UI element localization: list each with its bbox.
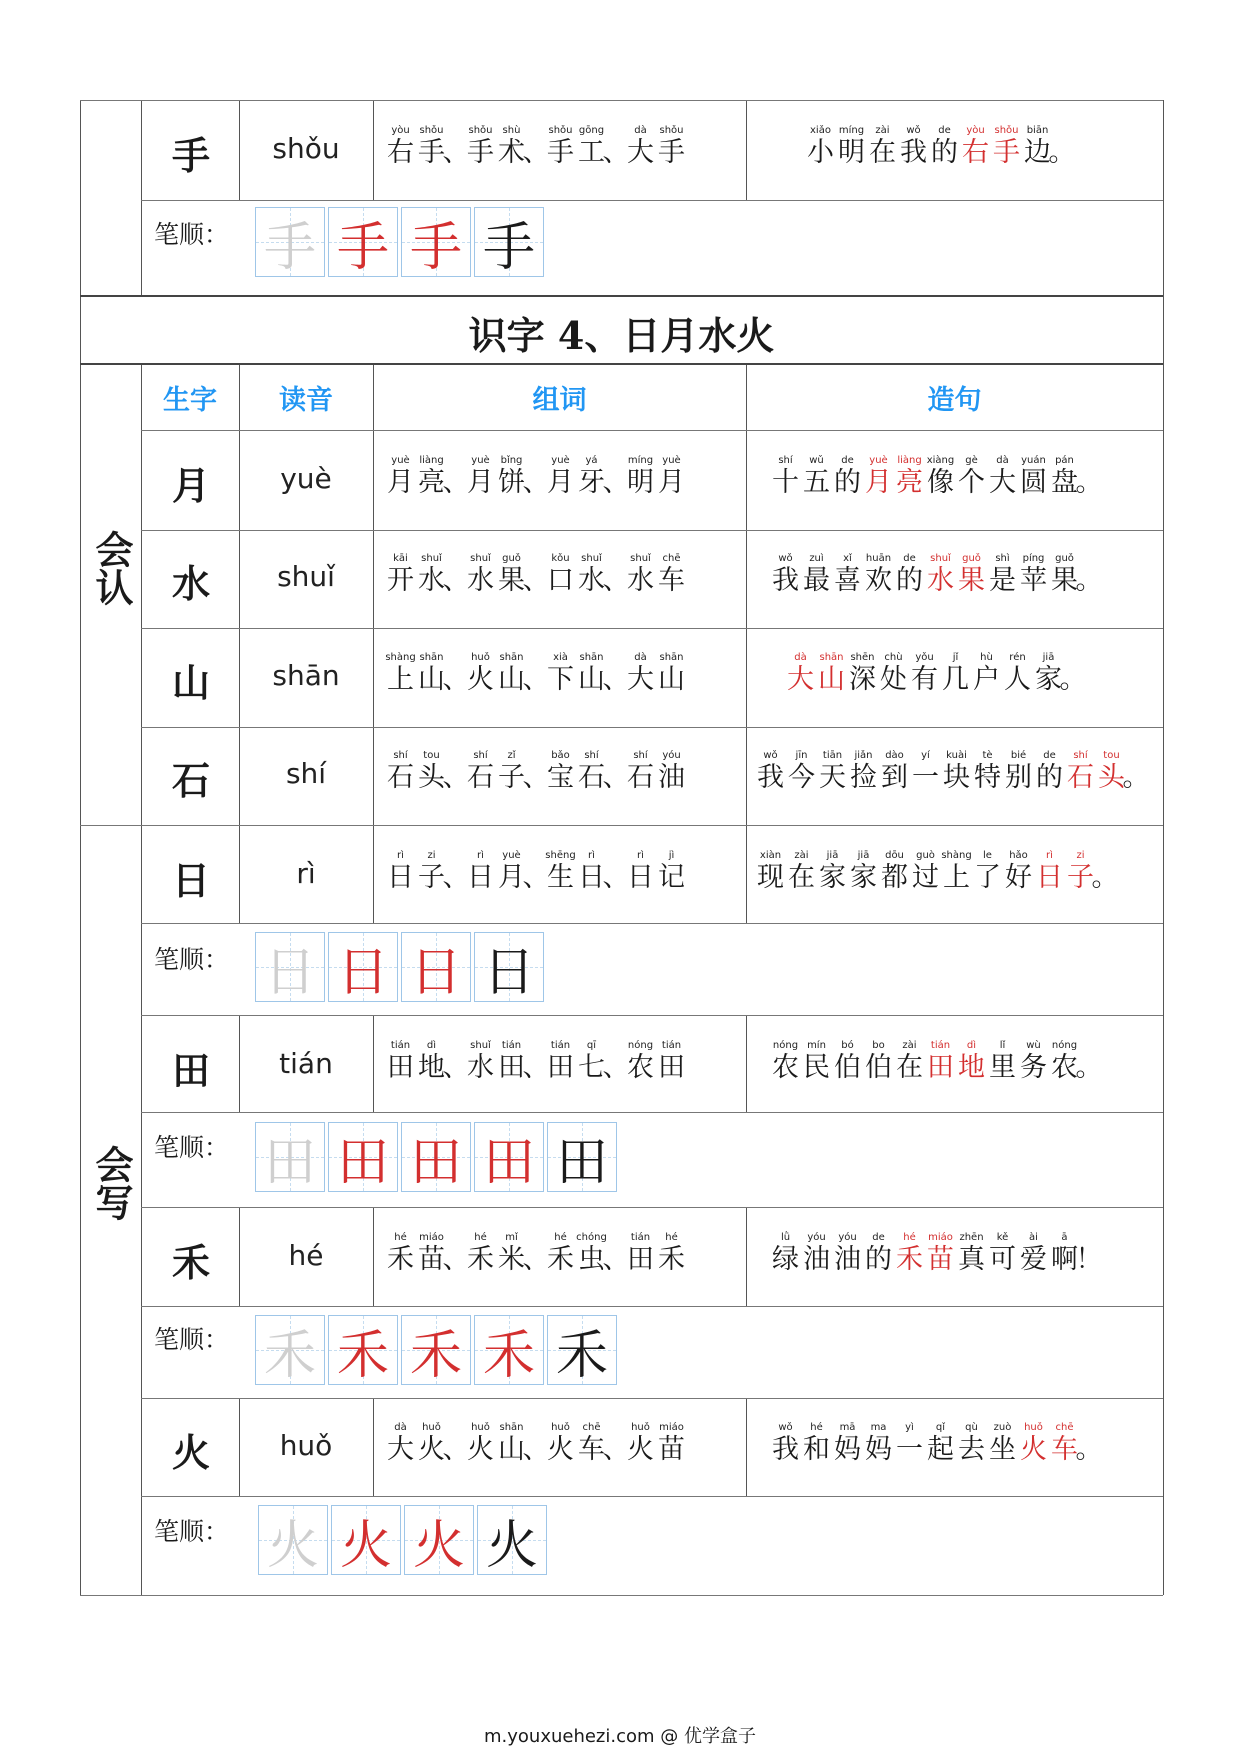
stroke-box xyxy=(331,1505,401,1575)
ruby-char: dōu 都 xyxy=(881,850,908,893)
stroke-box xyxy=(328,932,398,1002)
sentence xyxy=(770,1040,1103,1084)
stroke-box xyxy=(255,1315,325,1385)
ruby-char: yì 一 xyxy=(896,1422,923,1465)
stroke-char: 火 xyxy=(266,1515,319,1576)
ruby-char: hé 禾 xyxy=(658,1232,685,1275)
ruby-char: biān 边 xyxy=(1024,125,1051,168)
ruby-char: 、 xyxy=(442,862,470,893)
ruby-char: shí 石 xyxy=(467,750,494,793)
ruby-char: bó 伯 xyxy=(834,1040,861,1083)
header-pinyin: 读音 xyxy=(279,385,333,416)
ruby-char: hé 禾 xyxy=(387,1232,414,1275)
ruby-char: huǒ 火 xyxy=(627,1422,654,1465)
ruby-char: huǒ 火 xyxy=(1020,1422,1047,1465)
ruby-char: rì 日 xyxy=(1036,850,1063,893)
ruby-char: gè 个 xyxy=(958,455,985,498)
ruby-char: dà 大 xyxy=(989,455,1016,498)
ruby-char: 、 xyxy=(522,467,550,498)
top-char: 手 xyxy=(171,133,210,178)
ruby-char: 、 xyxy=(442,1434,470,1465)
ruby-char: zuì 最 xyxy=(803,553,830,596)
stroke-char: 日 xyxy=(336,942,389,1003)
ruby-char: yuè 月 xyxy=(498,850,525,893)
words xyxy=(385,553,687,597)
stroke-box xyxy=(401,932,471,1002)
ruby-char: xiàng 像 xyxy=(926,455,955,498)
ruby-char: mǐ 米 xyxy=(498,1232,525,1275)
ruby-char: 。 xyxy=(1075,1052,1103,1083)
ruby-char: lǐ 里 xyxy=(989,1040,1016,1083)
ruby-char: hé 禾 xyxy=(467,1232,494,1275)
ruby-char: shuǐ 水 xyxy=(467,1040,494,1083)
ruby-char: tou 头 xyxy=(418,750,445,793)
ruby-char: shān 山 xyxy=(498,1422,525,1465)
bishun-label: 笔顺： xyxy=(154,945,230,974)
ruby-char: mā 妈 xyxy=(834,1422,861,1465)
pinyin: huǒ xyxy=(279,1429,333,1462)
pinyin: shí xyxy=(285,757,327,790)
top-words xyxy=(385,125,687,169)
ruby-char: xiàn 现 xyxy=(757,850,784,893)
ruby-char: chē 车 xyxy=(578,1422,605,1465)
stroke-box xyxy=(547,1122,617,1192)
ruby-char: shù 术 xyxy=(498,125,525,168)
ruby-char: nóng 农 xyxy=(627,1040,654,1083)
ruby-char: 、 xyxy=(522,664,550,695)
ruby-char: dà 大 xyxy=(627,125,654,168)
sentence xyxy=(770,1422,1103,1466)
ruby-char: wǔ 五 xyxy=(803,455,830,498)
ruby-char: 、 xyxy=(522,762,550,793)
ruby-char: de 的 xyxy=(896,553,923,596)
top-bishun-label: 笔顺： xyxy=(154,220,230,249)
stroke-order xyxy=(258,1505,550,1575)
ruby-char: ！ xyxy=(1075,1244,1103,1275)
ruby-char: yuè 月 xyxy=(865,455,892,498)
ruby-char: dì 地 xyxy=(418,1040,445,1083)
header-sentence: 造句 xyxy=(927,385,982,416)
ruby-char: miáo 苗 xyxy=(658,1422,685,1465)
ruby-char: shàng 上 xyxy=(385,652,416,695)
ruby-char: yǒu 有 xyxy=(911,652,938,695)
ruby-char: hǎo 好 xyxy=(1005,850,1032,893)
ruby-char: 、 xyxy=(602,762,630,793)
ruby-char: wǒ 我 xyxy=(757,750,784,793)
ruby-char: míng 明 xyxy=(627,455,654,498)
stroke-char: 火 xyxy=(412,1515,465,1576)
ruby-char: huǒ 火 xyxy=(547,1422,574,1465)
ruby-char: liàng 亮 xyxy=(418,455,445,498)
ruby-char: shān 山 xyxy=(498,652,525,695)
ruby-char: jiā 家 xyxy=(850,850,877,893)
ruby-char: xiǎo 小 xyxy=(807,125,834,168)
stroke-char: 禾 xyxy=(336,1325,389,1386)
ruby-char: yóu 油 xyxy=(658,750,685,793)
ruby-char: shǒu 手 xyxy=(993,125,1020,168)
top-sentence xyxy=(805,125,1076,169)
ruby-char: kǒu 口 xyxy=(547,553,574,596)
ruby-char: zǐ 子 xyxy=(498,750,525,793)
ruby-char: wù 务 xyxy=(1020,1040,1047,1083)
top-pinyin: shǒu xyxy=(272,132,340,165)
ruby-char: míng 明 xyxy=(838,125,865,168)
ruby-char: guǒ 果 xyxy=(958,553,985,596)
section-label-recognize: 会认 xyxy=(89,530,134,606)
stroke-box xyxy=(258,1505,328,1575)
ruby-char: shuǐ 水 xyxy=(418,553,445,596)
ruby-char: 、 xyxy=(522,1052,550,1083)
ruby-char: rì 日 xyxy=(387,850,414,893)
ruby-char: jiā 家 xyxy=(1035,652,1062,695)
ruby-char: kuài 块 xyxy=(943,750,970,793)
header-char: 生字 xyxy=(163,385,217,416)
pinyin: shān xyxy=(272,659,340,692)
stroke-char: 禾 xyxy=(409,1325,462,1386)
words xyxy=(385,1232,687,1276)
ruby-char: zhēn 真 xyxy=(958,1232,985,1275)
ruby-char: yòu 右 xyxy=(387,125,414,168)
stroke-char: 火 xyxy=(485,1515,538,1576)
stroke-box xyxy=(474,1315,544,1385)
sentence xyxy=(755,750,1150,794)
ruby-char: miáo 苗 xyxy=(418,1232,445,1275)
ruby-char: shǒu 手 xyxy=(547,125,574,168)
ruby-char: shí 石 xyxy=(387,750,414,793)
words xyxy=(385,1040,687,1084)
ruby-char: 、 xyxy=(442,1052,470,1083)
ruby-char: chē 车 xyxy=(1051,1422,1078,1465)
stroke-char: 火 xyxy=(339,1515,392,1576)
ruby-char: jì 记 xyxy=(658,850,685,893)
ruby-char: kě 可 xyxy=(989,1232,1016,1275)
ruby-char: tián 田 xyxy=(387,1040,414,1083)
bishun-label: 笔顺： xyxy=(154,1517,230,1546)
stroke-box xyxy=(255,932,325,1002)
ruby-char: hé 禾 xyxy=(896,1232,923,1275)
ruby-char: shān 山 xyxy=(658,652,685,695)
ruby-char: shàng 上 xyxy=(941,850,972,893)
ruby-char: yí 一 xyxy=(912,750,939,793)
ruby-char: shuǐ 水 xyxy=(927,553,954,596)
ruby-char: shǒu 手 xyxy=(658,125,685,168)
ruby-char: chóng 虫 xyxy=(576,1232,607,1275)
ruby-char: guǒ 果 xyxy=(498,553,525,596)
ruby-char: shān 山 xyxy=(818,652,845,695)
ruby-char: 、 xyxy=(602,862,630,893)
char: 田 xyxy=(171,1048,210,1093)
ruby-char: de 的 xyxy=(1036,750,1063,793)
bishun-label: 笔顺： xyxy=(154,1325,230,1354)
ruby-char: dì 地 xyxy=(958,1040,985,1083)
ruby-char: dào 到 xyxy=(881,750,908,793)
ruby-char: zài 在 xyxy=(869,125,896,168)
ruby-char: 。 xyxy=(1122,762,1150,793)
words xyxy=(385,750,687,794)
ruby-char: huǒ 火 xyxy=(467,652,494,695)
words xyxy=(385,1422,687,1466)
lesson-title: 识字 4、日月水火 xyxy=(468,313,775,358)
ruby-char: qù 去 xyxy=(958,1422,985,1465)
stroke-char: 手 xyxy=(263,217,316,278)
char: 禾 xyxy=(171,1240,210,1285)
ruby-char: guò 过 xyxy=(912,850,939,893)
ruby-char: jiā 家 xyxy=(819,850,846,893)
ruby-char: 、 xyxy=(442,762,470,793)
stroke-box xyxy=(401,1315,471,1385)
ruby-char: 。 xyxy=(1059,664,1087,695)
ruby-char: shēng 生 xyxy=(545,850,576,893)
stroke-char: 田 xyxy=(555,1132,608,1193)
ruby-char: shuǐ 水 xyxy=(627,553,654,596)
ruby-char: jīn 今 xyxy=(788,750,815,793)
stroke-char: 手 xyxy=(336,217,389,278)
ruby-char: liàng 亮 xyxy=(896,455,923,498)
ruby-char: wǒ 我 xyxy=(772,553,799,596)
ruby-char: shān 山 xyxy=(578,652,605,695)
ruby-char: hé 禾 xyxy=(547,1232,574,1275)
section-label-write: 会写 xyxy=(89,1145,134,1221)
char: 日 xyxy=(171,858,210,903)
ruby-char: ā 啊 xyxy=(1051,1232,1078,1275)
stroke-box xyxy=(328,1122,398,1192)
char: 火 xyxy=(171,1430,210,1475)
ruby-char: 。 xyxy=(1075,565,1103,596)
footer-watermark: m.youxuehezi.com @ 优学盒子 xyxy=(483,1726,756,1747)
ruby-char: rì 日 xyxy=(627,850,654,893)
ruby-char: yuán 圆 xyxy=(1020,455,1047,498)
stroke-char: 田 xyxy=(263,1132,316,1193)
ruby-char: hé 和 xyxy=(803,1422,830,1465)
ruby-char: shí 十 xyxy=(772,455,799,498)
ruby-char: píng 苹 xyxy=(1020,553,1047,596)
stroke-box xyxy=(255,1122,325,1192)
ruby-char: xià 下 xyxy=(547,652,574,695)
ruby-char: nóng 农 xyxy=(1051,1040,1078,1083)
ruby-char: qǐ 起 xyxy=(927,1422,954,1465)
top-stroke-order xyxy=(255,207,547,277)
ruby-char: miáo 苗 xyxy=(927,1232,954,1275)
header-words: 组词 xyxy=(532,385,587,416)
ruby-char: shēn 深 xyxy=(849,652,876,695)
ruby-char: tián 田 xyxy=(627,1232,654,1275)
ruby-char: shì 是 xyxy=(989,553,1016,596)
ruby-char: 、 xyxy=(602,565,630,596)
stroke-box xyxy=(547,1315,617,1385)
stroke-box xyxy=(328,207,398,277)
ruby-char: nóng 农 xyxy=(772,1040,799,1083)
stroke-char: 田 xyxy=(409,1132,462,1193)
ruby-char: de 的 xyxy=(931,125,958,168)
ruby-char: xǐ 喜 xyxy=(834,553,861,596)
ruby-char: tián 田 xyxy=(658,1040,685,1083)
ruby-char: tián 田 xyxy=(547,1040,574,1083)
sentence xyxy=(755,850,1119,894)
ruby-char: qī 七 xyxy=(578,1040,605,1083)
ruby-char: yóu 油 xyxy=(834,1232,861,1275)
ruby-char: 、 xyxy=(522,862,550,893)
stroke-box xyxy=(401,207,471,277)
ruby-char: jiǎn 捡 xyxy=(850,750,877,793)
ruby-char: de 的 xyxy=(865,1232,892,1275)
ruby-char: jǐ 几 xyxy=(942,652,969,695)
stroke-box xyxy=(474,207,544,277)
ruby-char: zài 在 xyxy=(788,850,815,893)
ruby-char: huān 欢 xyxy=(865,553,892,596)
ruby-char: 、 xyxy=(522,137,550,168)
char: 石 xyxy=(171,758,210,803)
stroke-box xyxy=(255,207,325,277)
ruby-char: tou 头 xyxy=(1098,750,1125,793)
ruby-char: shuǐ 水 xyxy=(578,553,605,596)
ruby-char: bo 伯 xyxy=(865,1040,892,1083)
ruby-char: shí 石 xyxy=(1067,750,1094,793)
ruby-char: tián 田 xyxy=(927,1040,954,1083)
ruby-char: tiān 天 xyxy=(819,750,846,793)
ruby-char: guǒ 果 xyxy=(1051,553,1078,596)
char: 水 xyxy=(171,561,210,606)
pinyin: tián xyxy=(279,1047,333,1080)
stroke-char: 手 xyxy=(409,217,462,278)
ruby-char: 、 xyxy=(442,1244,470,1275)
sentence xyxy=(770,1232,1103,1276)
ruby-char: yóu 油 xyxy=(803,1232,830,1275)
ruby-char: dà 大 xyxy=(787,652,814,695)
stroke-box xyxy=(477,1505,547,1575)
ruby-char: 、 xyxy=(602,1052,630,1083)
pinyin: shuǐ xyxy=(277,560,335,593)
ruby-char: shǒu 手 xyxy=(467,125,494,168)
ruby-char: yòu 右 xyxy=(962,125,989,168)
words xyxy=(385,652,687,696)
stroke-box xyxy=(404,1505,474,1575)
ruby-char: 、 xyxy=(522,1244,550,1275)
sentence xyxy=(770,553,1103,597)
bishun-label: 笔顺： xyxy=(154,1133,230,1162)
stroke-char: 田 xyxy=(336,1132,389,1193)
stroke-char: 手 xyxy=(482,217,535,278)
stroke-box xyxy=(328,1315,398,1385)
ruby-char: yá 牙 xyxy=(578,455,605,498)
ruby-char: dà 大 xyxy=(627,652,654,695)
ruby-char: 、 xyxy=(522,565,550,596)
ruby-char: shí 石 xyxy=(578,750,605,793)
ruby-char: bǎo 宝 xyxy=(547,750,574,793)
ruby-char: yuè 月 xyxy=(467,455,494,498)
ruby-char: shǒu 手 xyxy=(418,125,445,168)
ruby-char: wǒ 我 xyxy=(900,125,927,168)
ruby-char: 、 xyxy=(602,1434,630,1465)
stroke-order xyxy=(255,1122,620,1192)
sentence xyxy=(785,652,1087,696)
ruby-char: lǜ 绿 xyxy=(772,1232,799,1275)
ruby-char: bié 别 xyxy=(1005,750,1032,793)
ruby-char: tè 特 xyxy=(974,750,1001,793)
ruby-char: 、 xyxy=(522,1434,550,1465)
stroke-char: 日 xyxy=(482,942,535,1003)
stroke-char: 田 xyxy=(482,1132,535,1193)
ruby-char: 、 xyxy=(442,467,470,498)
ruby-char: ài 爱 xyxy=(1020,1232,1047,1275)
stroke-char: 日 xyxy=(263,942,316,1003)
ruby-char: le 了 xyxy=(974,850,1001,893)
stroke-order xyxy=(255,1315,620,1385)
pinyin: yuè xyxy=(280,462,332,495)
words xyxy=(385,455,687,499)
ruby-char: zài 在 xyxy=(896,1040,923,1083)
ruby-char: kāi 开 xyxy=(387,553,414,596)
ruby-char: huǒ 火 xyxy=(418,1422,445,1465)
ruby-char: mín 民 xyxy=(803,1040,830,1083)
ruby-char: tián 田 xyxy=(498,1040,525,1083)
ruby-char: huǒ 火 xyxy=(467,1422,494,1465)
ruby-char: 。 xyxy=(1048,137,1076,168)
ruby-char: 、 xyxy=(602,1244,630,1275)
ruby-char: wǒ 我 xyxy=(772,1422,799,1465)
ruby-char: 、 xyxy=(442,565,470,596)
ruby-char: rì 日 xyxy=(467,850,494,893)
ruby-char: shí 石 xyxy=(627,750,654,793)
ruby-char: yuè 月 xyxy=(387,455,414,498)
stroke-char: 禾 xyxy=(263,1325,316,1386)
ruby-char: chē 车 xyxy=(658,553,685,596)
stroke-box xyxy=(474,932,544,1002)
stroke-char: 禾 xyxy=(482,1325,535,1386)
ruby-char: zi 子 xyxy=(418,850,445,893)
ruby-char: 。 xyxy=(1075,467,1103,498)
stroke-box xyxy=(474,1122,544,1192)
ruby-char: yuè 月 xyxy=(658,455,685,498)
ruby-char: shuǐ 水 xyxy=(467,553,494,596)
ruby-char: zi 子 xyxy=(1067,850,1094,893)
pinyin: rì xyxy=(296,857,316,890)
ruby-char: hù 户 xyxy=(973,652,1000,695)
ruby-char: 。 xyxy=(1091,862,1119,893)
ruby-char: 、 xyxy=(442,664,470,695)
stroke-char: 禾 xyxy=(555,1325,608,1386)
ruby-char: 、 xyxy=(602,137,630,168)
char: 月 xyxy=(171,463,210,508)
ruby-char: rén 人 xyxy=(1004,652,1031,695)
ruby-char: rì 日 xyxy=(578,850,605,893)
ruby-char: yuè 月 xyxy=(547,455,574,498)
stroke-box xyxy=(401,1122,471,1192)
ruby-char: bǐng 饼 xyxy=(498,455,525,498)
ruby-char: de 的 xyxy=(834,455,861,498)
ruby-char: gōng 工 xyxy=(578,125,605,168)
stroke-order xyxy=(255,932,547,1002)
ruby-char: chù 处 xyxy=(880,652,907,695)
sentence xyxy=(770,455,1103,499)
ruby-char: shān 山 xyxy=(418,652,445,695)
ruby-char: 。 xyxy=(1075,1434,1103,1465)
ruby-char: ma 妈 xyxy=(865,1422,892,1465)
ruby-char: 、 xyxy=(602,467,630,498)
words xyxy=(385,850,687,894)
pinyin: hé xyxy=(288,1239,324,1272)
ruby-char: 、 xyxy=(602,664,630,695)
ruby-char: zuò 坐 xyxy=(989,1422,1016,1465)
stroke-char: 日 xyxy=(409,942,462,1003)
char: 山 xyxy=(171,660,210,705)
ruby-char: pán 盘 xyxy=(1051,455,1078,498)
ruby-char: dà 大 xyxy=(387,1422,414,1465)
ruby-char: 、 xyxy=(442,137,470,168)
